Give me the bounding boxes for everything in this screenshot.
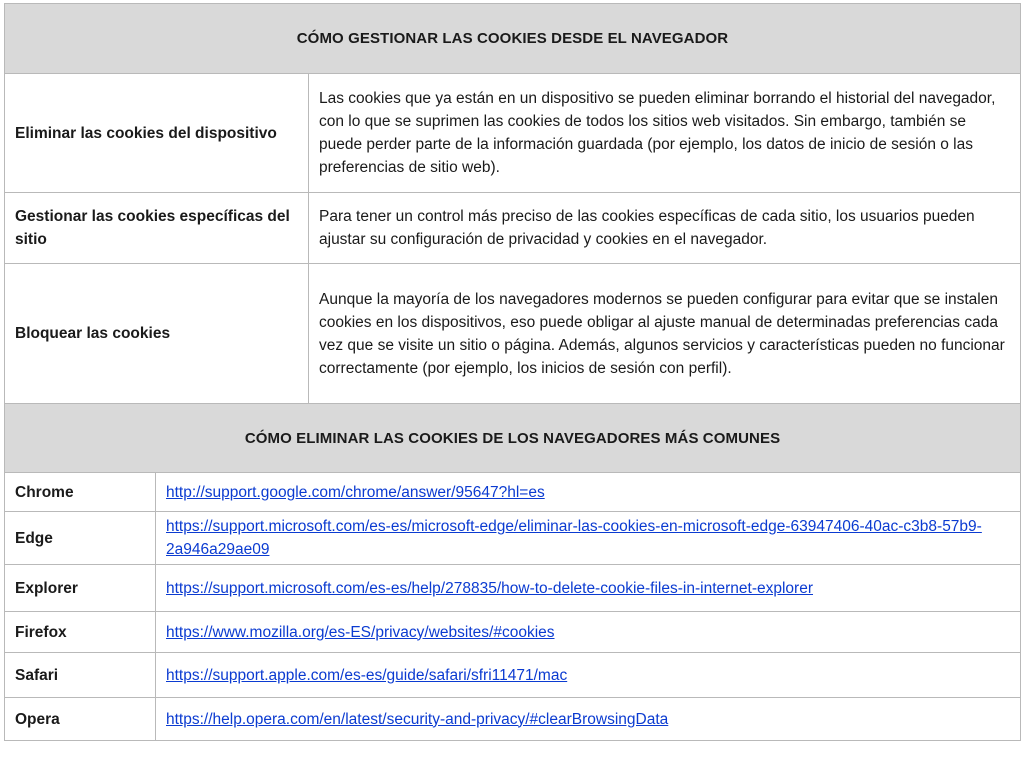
browser-links-table [4,403,1021,741]
firefox-help-link[interactable]: https://www.mozilla.org/es-ES/privacy/websites/#cookies [166,623,555,641]
browser-name-edge: Edge [5,512,156,565]
table-row [5,565,1021,612]
browser-name-safari: Safari [5,653,156,698]
browser-name-chrome: Chrome [5,473,156,512]
row-description-delete-cookies: Las cookies que ya están en un dispositivo se pueden eliminar borrando el historial del navegador, con lo que se suprimen las cookies de todos los sitios web visitados. Sin embargo, también se puede perder parte de la información guardada (por ejemplo, los datos de inicio de sesión o las preferencias de sitio web). [309,74,1021,193]
row-description-manage-site-cookies: Para tener un control más preciso de las cookies específicas de cada sitio, los usuarios pueden ajustar su configuración de privacidad y cookies en el navegador. [309,193,1021,264]
manage-cookies-title: CÓMO GESTIONAR LAS COOKIES DESDE EL NAVEGADOR [5,4,1021,74]
chrome-help-link[interactable]: http://support.google.com/chrome/answer/95647?hl=es [166,483,545,501]
table-row [5,473,1021,512]
link-cell-safari [156,653,1021,698]
table-row [5,264,1021,404]
browser-links-header-row [5,404,1021,473]
row-description-block-cookies: Aunque la mayoría de los navegadores modernos se pueden configurar para evitar que se instalen cookies en los dispositivos, eso puede obligar al ajuste manual de determinadas preferencias cada vez que se visite un sitio o página. Además, algunos servicios y características pueden no funcionar correctamente (por ejemplo, los inicios de sesión con perfil). [309,264,1021,404]
safari-help-link[interactable]: https://support.apple.com/es-es/guide/safari/sfri11471/mac [166,666,568,684]
explorer-help-link[interactable]: https://support.microsoft.com/es-es/help/278835/how-to-delete-cookie-files-in-internet-explorer [166,579,813,597]
browser-name-opera: Opera [5,698,156,741]
row-label-block-cookies: Bloquear las cookies [5,264,309,404]
link-cell-firefox [156,612,1021,653]
table-row [5,698,1021,741]
link-cell-opera [156,698,1021,741]
link-cell-edge [156,512,1021,565]
cookie-policy-content [4,3,1020,741]
browser-links-title: CÓMO ELIMINAR LAS COOKIES DE LOS NAVEGADORES MÁS COMUNES [5,404,1021,473]
table-row [5,74,1021,193]
row-label-manage-site-cookies: Gestionar las cookies específicas del sitio [5,193,309,264]
manage-cookies-header-row [5,4,1021,74]
edge-help-link[interactable]: https://support.microsoft.com/es-es/microsoft-edge/eliminar-las-cookies-en-microsoft-edge-63947406-40ac-c3b8-57b9-2a946a29ae09 [166,518,982,558]
link-cell-explorer [156,565,1021,612]
manage-cookies-table [4,3,1021,404]
browser-name-explorer: Explorer [5,565,156,612]
row-label-delete-cookies: Eliminar las cookies del dispositivo [5,74,309,193]
table-row [5,612,1021,653]
table-row [5,512,1021,565]
link-cell-chrome [156,473,1021,512]
opera-help-link[interactable]: https://help.opera.com/en/latest/security-and-privacy/#clearBrowsingData [166,710,669,728]
table-row [5,653,1021,698]
table-row [5,193,1021,264]
browser-name-firefox: Firefox [5,612,156,653]
